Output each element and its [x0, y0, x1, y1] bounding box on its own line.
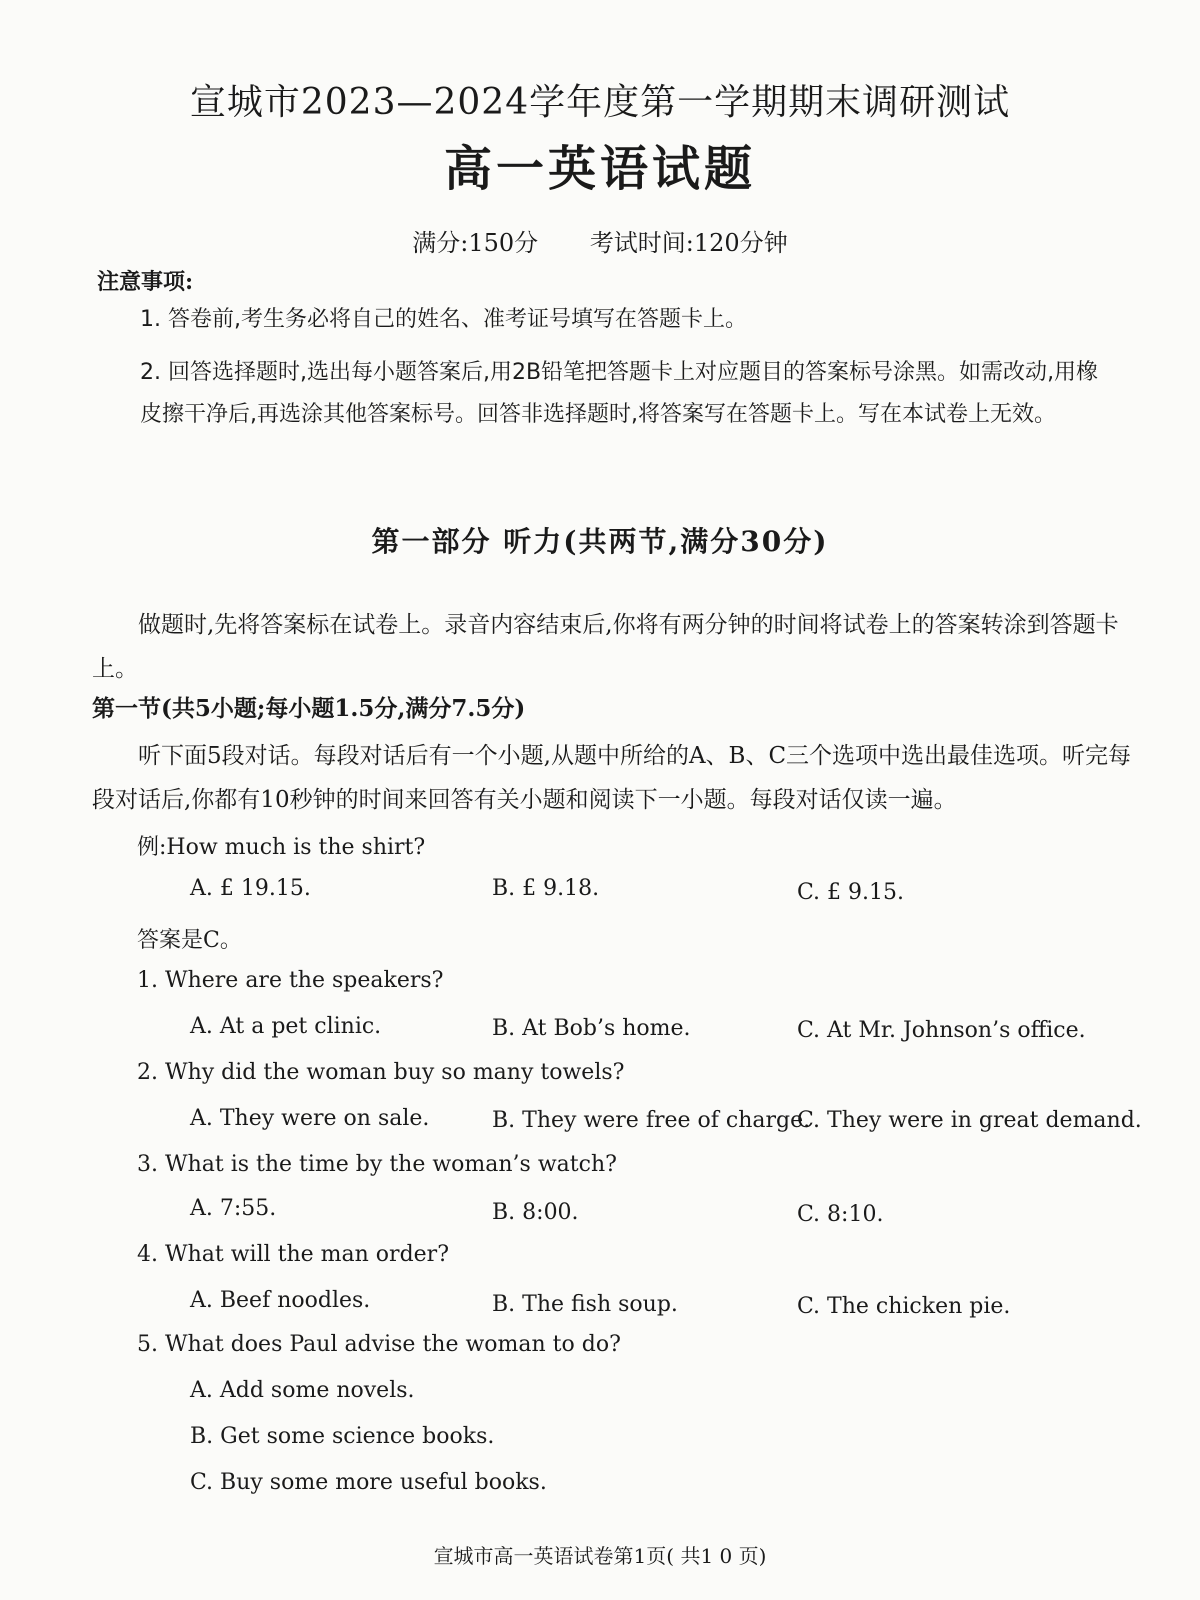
question-2-option-c: C. They were in great demand.	[797, 1108, 1142, 1133]
question-4-option-c: C. The chicken pie.	[797, 1294, 1011, 1319]
question-5-option-a: A. Add some novels.	[190, 1378, 415, 1403]
question-2-option-b: B. They were free of charge.	[492, 1108, 811, 1133]
question-4-option-b: B. The fish soup.	[492, 1292, 678, 1317]
question-1: 1. Where are the speakers?	[137, 968, 444, 993]
question-2: 2. Why did the woman buy so many towels?	[137, 1060, 625, 1085]
full-score: 满分:150分	[412, 229, 539, 257]
question-5: 5. What does Paul advise the woman to do?	[137, 1332, 621, 1357]
example-option-c: C. £ 9.15.	[797, 880, 905, 905]
exam-meta	[0, 223, 1200, 258]
exam-subtitle: 高一英语试题	[443, 141, 756, 197]
notice-item-1: 1. 答卷前,考生务必将自己的姓名、准考证号填写在答题卡上。	[140, 307, 747, 332]
question-4: 4. What will the man order?	[137, 1242, 449, 1267]
question-3-option-c: C. 8:10.	[797, 1202, 884, 1227]
example-option-a: A. £ 19.15.	[190, 876, 311, 901]
question-3-option-a: A. 7:55.	[190, 1196, 277, 1221]
question-1-option-c: C. At Mr. Johnson’s office.	[797, 1018, 1086, 1043]
part1-heading: 第一部分 听力(共两节,满分30分)	[371, 525, 829, 558]
question-1-option-b: B. At Bob’s home.	[492, 1016, 691, 1041]
section1-heading: 第一节(共5小题;每小题1.5分,满分7.5分)	[92, 695, 526, 722]
example-question: 例:How much is the shirt?	[137, 835, 426, 860]
question-5-option-b: B. Get some science books.	[190, 1424, 495, 1449]
exam-time: 考试时间:120分钟	[589, 229, 788, 257]
part1-intro: 做题时,先将答案标在试卷上。录音内容结束后,你将有两分钟的时间将试卷上的答案转涂到答题卡上。	[92, 612, 1119, 682]
notice-heading: 注意事项:	[97, 269, 194, 295]
question-5-option-c: C. Buy some more useful books.	[190, 1470, 547, 1495]
example-answer: 答案是C。	[137, 928, 242, 953]
example-option-b: B. £ 9.18.	[492, 876, 600, 901]
question-3: 3. What is the time by the woman’s watch?	[137, 1152, 617, 1177]
question-1-option-a: A. At a pet clinic.	[190, 1014, 382, 1039]
exam-title: 宣城市2023—2024学年度第一学期期末调研测试	[189, 82, 1011, 123]
question-4-option-a: A. Beef noodles.	[190, 1288, 371, 1313]
page-footer: 宣城市高一英语试卷第1页( 共1 0 页)	[433, 1544, 767, 1568]
section1-intro: 听下面5段对话。每段对话后有一个小题,从题中所给的A、B、C三个选项中选出最佳选项。听完每段对话后,你都有10秒钟的时间来回答有关小题和阅读下一小题。每段对话仅读一遍。	[92, 743, 1132, 813]
question-2-option-a: A. They were on sale.	[190, 1106, 430, 1131]
notice-item-2: 2. 回答选择题时,选出每小题答案后,用2B铅笔把答题卡上对应题目的答案标号涂黑。如需改动,用橡皮擦干净后,再选涂其他答案标号。回答非选择题时,将答案写在答题卡上。写在本试卷上无效。	[140, 360, 1099, 427]
question-3-option-b: B. 8:00.	[492, 1200, 579, 1225]
